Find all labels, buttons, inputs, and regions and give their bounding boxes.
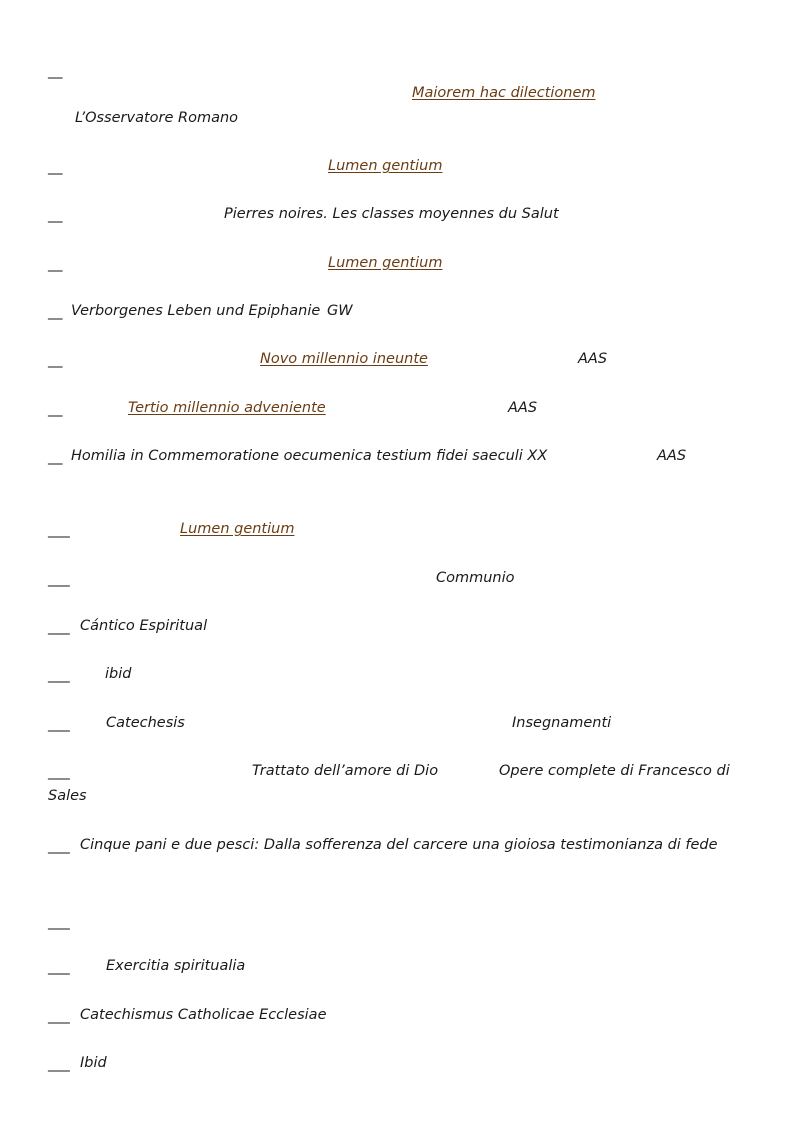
citation-link[interactable]: Tertio millennio adveniente (128, 400, 326, 416)
citation-text: AAS (578, 351, 608, 367)
citation-text: L’Osservatore Romano (75, 110, 239, 126)
citation-text: Catechesis (106, 715, 185, 731)
footnote-mark: __ (48, 207, 63, 223)
citation-text: Sales (48, 788, 87, 804)
footnote-mark: __ (48, 449, 63, 465)
footnote-mark: ___ (48, 571, 70, 587)
citation-text: Homilia in Commemoratione oecumenica testium fidei saeculi XX (71, 448, 548, 464)
citation-link[interactable]: Lumen gentium (180, 521, 295, 537)
footnote-mark: __ (48, 352, 63, 368)
footnote-mark: __ (48, 159, 63, 175)
footnote-mark: ___ (48, 914, 70, 930)
citation-text: Trattato dell’amore di Dio (252, 763, 439, 779)
citation-text: Cinque pani e due pesci: Dalla sofferenza del carcere una gioiosa testimonianza di fede (80, 837, 718, 853)
footnote-mark: ___ (48, 959, 70, 975)
citation-text: Communio (436, 570, 515, 586)
footnote-mark: ___ (48, 522, 70, 538)
footnote-mark: ___ (48, 838, 70, 854)
footnote-mark: ___ (48, 764, 70, 780)
footnote-mark: __ (48, 401, 63, 417)
citation-text: Ibid (80, 1055, 107, 1071)
citation-link[interactable]: Novo millennio ineunte (260, 351, 428, 367)
citation-text: ibid (105, 666, 132, 682)
citation-link[interactable]: Lumen gentium (328, 158, 443, 174)
footnote-mark: __ (48, 63, 63, 79)
citation-text: Opere complete di Francesco di (499, 763, 730, 779)
citation-text: Exercitia spiritualia (106, 958, 246, 974)
footnote-mark: ___ (48, 1008, 70, 1024)
citation-text: AAS (657, 448, 687, 464)
citation-text: Cántico Espiritual (80, 618, 208, 634)
citation-text: GW (327, 303, 353, 319)
footnote-mark: ___ (48, 1056, 70, 1072)
footnote-mark: ___ (48, 667, 70, 683)
citation-text: Pierres noires. Les classes moyennes du Salut (224, 206, 559, 222)
citation-text: Verborgenes Leben und Epiphanie (71, 303, 321, 319)
citation-link[interactable]: Lumen gentium (328, 255, 443, 271)
citation-link[interactable]: Maiorem hac dilectionem (412, 85, 596, 101)
citation-text: AAS (508, 400, 538, 416)
citation-text: Catechismus Catholicae Ecclesiae (80, 1007, 327, 1023)
footnote-mark: __ (48, 304, 63, 320)
citation-text: Insegnamenti (512, 715, 612, 731)
footnote-mark: __ (48, 256, 63, 272)
footnote-mark: ___ (48, 619, 70, 635)
footnote-mark: ___ (48, 716, 70, 732)
